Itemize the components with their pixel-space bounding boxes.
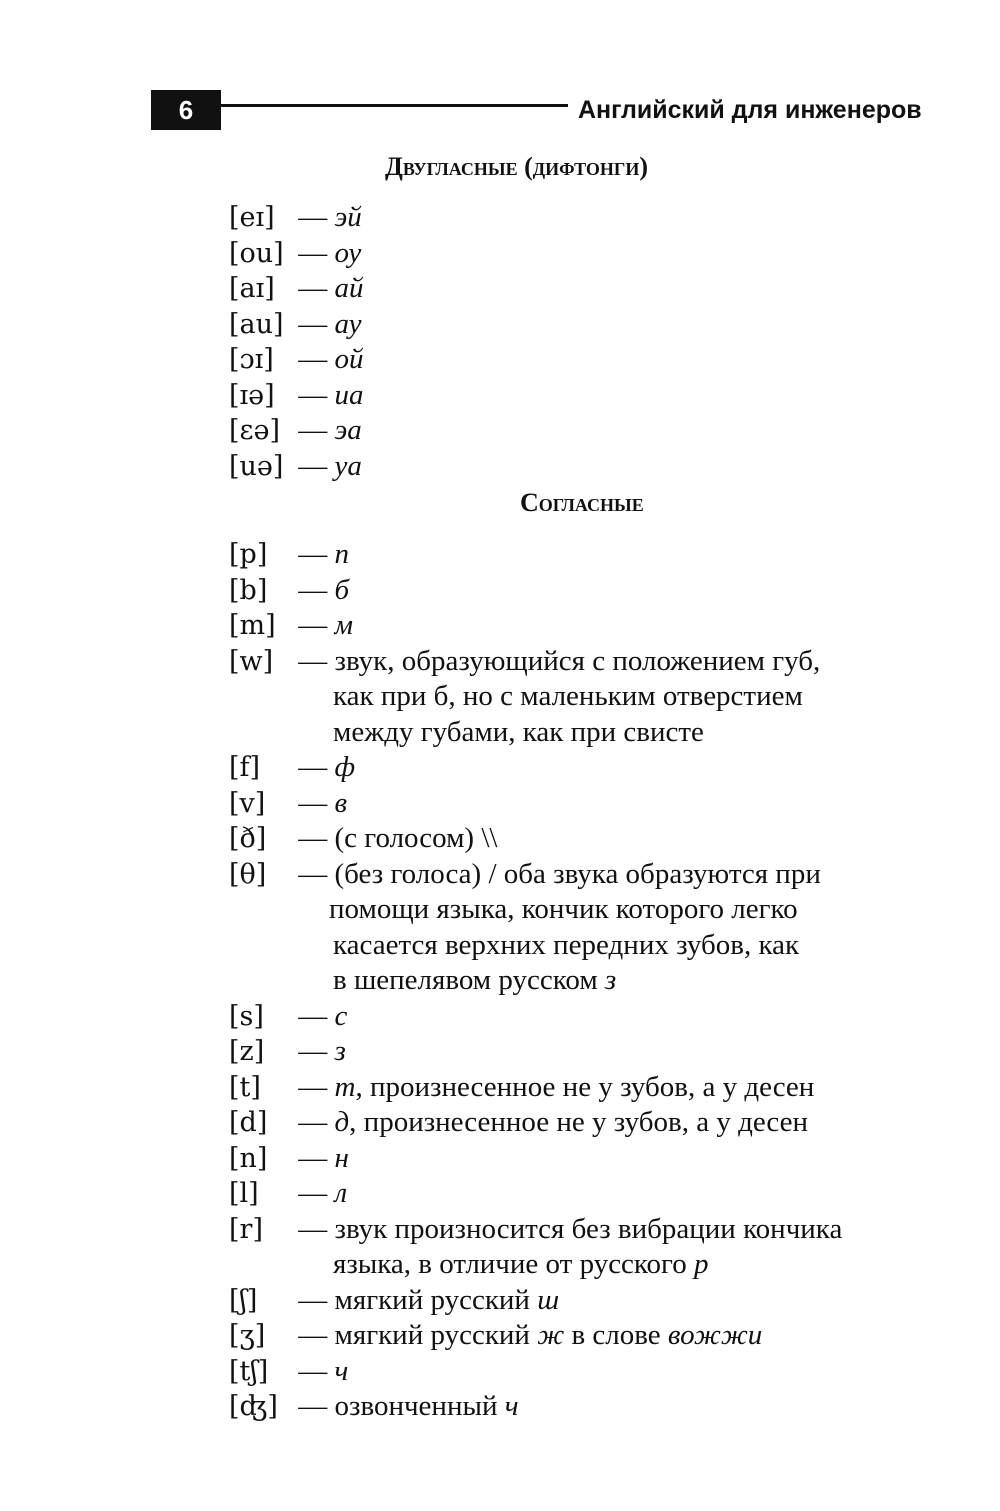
russian-equivalent: ф <box>334 751 356 783</box>
diphthong-row <box>229 342 364 378</box>
consonant-row-theta-cont <box>229 928 842 964</box>
dash: — <box>298 414 328 446</box>
page-header <box>0 0 1000 140</box>
dash: — <box>298 1283 328 1316</box>
consonant-row-l <box>229 1176 842 1212</box>
russian-equivalent: оу <box>334 236 362 269</box>
description-text: , произнесенное не у зубов, а у десен <box>349 1106 809 1138</box>
ipa-symbol: [uə] <box>229 450 284 482</box>
dash: — <box>298 786 328 819</box>
russian-equivalent: т <box>334 1070 356 1103</box>
dash: — <box>298 1035 328 1067</box>
consonant-row-zh <box>229 1318 842 1354</box>
consonant-row-b <box>229 573 842 609</box>
russian-equivalent: уа <box>334 449 362 482</box>
russian-equivalent: ч <box>334 1354 349 1387</box>
dash: — <box>298 644 328 677</box>
diphthongs-title: Двугласные (дифтонги) <box>385 152 649 181</box>
ipa-symbol: [s] <box>229 1000 264 1032</box>
consonant-row-theta-cont <box>229 892 842 928</box>
ipa-symbol: [ʃ] <box>229 1284 258 1316</box>
diphthong-row <box>229 378 364 414</box>
consonant-row-f <box>229 750 842 786</box>
consonant-row-eth <box>229 821 842 857</box>
russian-equivalent: эа <box>334 414 362 446</box>
description-text: (без голоса) / оба звука образуются при <box>334 857 821 890</box>
dash: — <box>298 378 328 411</box>
dash: — <box>298 449 328 482</box>
ipa-symbol: [aɪ] <box>229 273 275 304</box>
description-text: помощи языка, кончик которого легко <box>329 893 798 925</box>
description-text: в шепелявом русском <box>333 964 605 996</box>
ipa-symbol: [f] <box>229 752 261 783</box>
consonant-row-n <box>229 1141 842 1177</box>
running-title: Английский для инженеров <box>578 96 922 124</box>
dash: — <box>298 1141 328 1174</box>
consonant-row-v <box>229 786 842 822</box>
description-text: , произнесенное не у зубов, а у десен <box>355 1070 815 1103</box>
ipa-symbol: [ou] <box>229 237 284 269</box>
consonants-title: Согласные <box>520 488 644 517</box>
ipa-symbol: [w] <box>229 645 274 677</box>
ipa-symbol: [au] <box>229 308 284 340</box>
dash: — <box>298 999 328 1032</box>
dash: — <box>298 1319 328 1351</box>
consonant-row-w <box>229 644 842 680</box>
ipa-symbol: [m] <box>229 610 276 641</box>
consonant-row-theta <box>229 857 842 893</box>
consonant-row-s <box>229 999 842 1035</box>
russian-equivalent: н <box>334 1141 349 1174</box>
russian-equivalent: иа <box>334 378 364 411</box>
ipa-symbol: [b] <box>229 574 268 606</box>
ipa-symbol: [l] <box>229 1178 259 1209</box>
consonant-row-m <box>229 608 842 644</box>
description-text: озвонченный <box>334 1390 505 1422</box>
russian-equivalent: р <box>693 1248 709 1280</box>
russian-equivalent: в <box>334 786 348 819</box>
dash: — <box>298 822 328 854</box>
russian-equivalent: с <box>334 999 348 1032</box>
description-text: звук, образующийся с положением губ, <box>334 644 821 677</box>
diphthong-row <box>229 236 364 272</box>
consonant-row-r <box>229 1212 842 1248</box>
ipa-symbol: [p] <box>229 539 268 570</box>
consonant-row-w-cont <box>229 679 842 715</box>
dash: — <box>298 343 328 375</box>
dash: — <box>298 1354 328 1387</box>
ipa-symbol: [tʃ] <box>229 1355 269 1387</box>
russian-equivalent: ау <box>334 307 362 340</box>
consonant-row-t <box>229 1070 842 1106</box>
description-text: касается верхних передних зубов, как <box>333 928 800 961</box>
consonant-row-d <box>229 1105 842 1141</box>
russian-equivalent: эй <box>334 201 362 233</box>
description-text: как при б, но с маленьким отверстием <box>333 680 803 712</box>
consonant-row-dzh <box>229 1389 842 1425</box>
russian-equivalent: л <box>334 1177 348 1209</box>
dash: — <box>298 538 328 570</box>
russian-equivalent: ч <box>504 1390 519 1422</box>
consonant-row-theta-cont <box>229 963 842 999</box>
description-text: мягкий русский <box>334 1283 538 1316</box>
dash: — <box>298 1390 328 1422</box>
diphthongs-list <box>229 200 364 484</box>
diphthong-row <box>229 449 364 485</box>
description-text: мягкий русский <box>334 1319 538 1351</box>
description-text: языка, в отличие от русского <box>333 1248 694 1280</box>
consonants-list <box>229 537 842 1425</box>
russian-equivalent: ж <box>537 1319 565 1351</box>
russian-equivalent: б <box>334 573 350 606</box>
ipa-symbol: [θ] <box>229 858 267 890</box>
ipa-symbol: [z] <box>229 1036 265 1067</box>
ipa-symbol: [v] <box>229 787 266 819</box>
dash: — <box>298 1070 328 1103</box>
russian-equivalent: з <box>604 964 617 996</box>
header-rule <box>221 104 568 107</box>
russian-equivalent: м <box>334 609 354 641</box>
ipa-symbol: [ɪə] <box>229 379 275 411</box>
russian-equivalent: ай <box>334 272 364 304</box>
russian-equivalent: п <box>334 538 349 570</box>
dash: — <box>298 307 328 340</box>
russian-equivalent: ш <box>537 1283 560 1316</box>
ipa-symbol: [ɔɪ] <box>229 344 274 375</box>
diphthong-row <box>229 413 364 449</box>
ipa-symbol: [d] <box>229 1107 268 1138</box>
consonant-row-p <box>229 537 842 573</box>
ipa-symbol: [ʤ] <box>229 1391 278 1422</box>
dash: — <box>298 573 328 606</box>
ipa-symbol: [r] <box>229 1213 263 1245</box>
diphthong-row <box>229 200 364 236</box>
diphthong-row <box>229 271 364 307</box>
ipa-symbol: [n] <box>229 1142 268 1174</box>
page-number: 6 <box>151 90 221 130</box>
russian-equivalent: вожжи <box>667 1319 763 1351</box>
description-text: в слове <box>564 1319 668 1351</box>
ipa-symbol: [eɪ] <box>229 202 275 233</box>
dash: — <box>298 236 328 269</box>
dash: — <box>298 609 328 641</box>
description-text: между губами, как при свисте <box>333 715 704 748</box>
consonant-row-ch <box>229 1354 842 1390</box>
ipa-symbol: [ʒ] <box>229 1320 266 1351</box>
consonant-row-sh <box>229 1283 842 1319</box>
dash: — <box>298 857 328 890</box>
description-text: звук произносится без вибрации кончика <box>334 1212 843 1245</box>
dash: — <box>298 1106 328 1138</box>
dash: — <box>298 201 328 233</box>
russian-equivalent: д <box>334 1106 350 1138</box>
russian-equivalent: з <box>334 1035 346 1067</box>
diphthong-row <box>229 307 364 343</box>
consonant-row-r-cont <box>229 1247 842 1283</box>
ipa-symbol: [ð] <box>229 823 267 854</box>
ipa-symbol: [ɛə] <box>229 415 281 446</box>
dash: — <box>298 1177 328 1209</box>
consonant-row-w-cont <box>229 715 842 751</box>
dash: — <box>298 751 328 783</box>
ipa-symbol: [t] <box>229 1071 261 1103</box>
consonant-row-z <box>229 1034 842 1070</box>
description-text: (с голосом) \\ <box>334 822 498 854</box>
dash: — <box>298 272 328 304</box>
russian-equivalent: ой <box>334 343 364 375</box>
dash: — <box>298 1212 328 1245</box>
